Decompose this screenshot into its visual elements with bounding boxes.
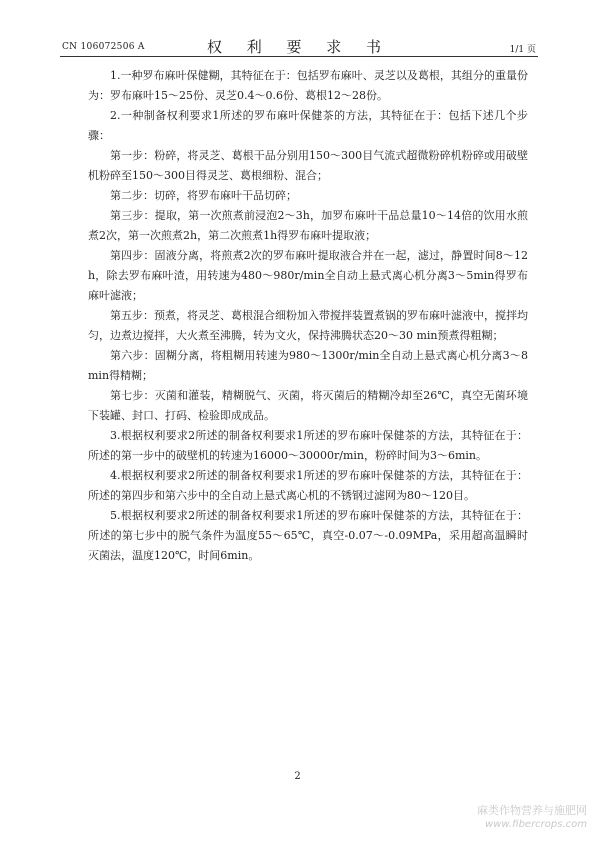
watermark-site-name: 麻类作物营养与施肥网	[477, 804, 587, 817]
claim-4: 4.根据权利要求2所述的制备权利要求1所述的罗布麻叶保健茶的方法，其特征在于：所述的第四步和第六步中的全自动上悬式离心机的不锈钢过滤网为80～120目。	[88, 469, 528, 502]
page-indicator: 1/1 页	[509, 45, 536, 55]
step-1: 第一步：粉碎，将灵芝、葛根干品分别用150～300目气流式超微粉碎机粉碎或用破壁机粉碎至150～300目得灵芝、葛根细粉、混合；	[88, 149, 528, 182]
step-2: 第二步：切碎，将罗布麻叶干品切碎；	[110, 189, 297, 202]
step-6: 第六步：固糊分离，将粗糊用转速为980～1300r/min全自动上悬式离心机分离3～8min得精糊；	[88, 349, 528, 382]
page-header	[60, 34, 538, 57]
watermark-url: www.fibercrops.com	[485, 819, 587, 830]
step-5: 第五步：预煮，将灵芝、葛根混合细粉加入带搅拌装置煮锅的罗布麻叶滤液中，搅拌均匀，边煮边搅拌，大火煮至沸腾，转为文火，保持沸腾状态20～30 min预煮得粗糊；	[88, 309, 528, 342]
claims-body	[88, 66, 528, 566]
publication-number: CN 106072506 A	[62, 42, 145, 52]
claim-2: 2.一种制备权利要求1所述的罗布麻叶保健茶的方法，其特征在于：包括下述几个步骤：	[88, 109, 528, 142]
page-title: 权 利 要 求 书	[206, 38, 392, 56]
step-7: 第七步：灭菌和灌装，精糊脱气、灭菌，将灭菌后的精糊冷却至26℃，真空无菌环境下装罐、封口、打码、检验即成成品。	[88, 389, 528, 422]
site-watermark	[477, 804, 587, 831]
page-number: 2	[294, 771, 301, 782]
step-3: 第三步：提取，第一次煎煮前浸泡2～3h，加罗布麻叶干品总量10～14倍的饮用水煎煮2次，第一次煎煮2h，第二次煎煮1h得罗布麻叶提取液；	[88, 209, 528, 242]
step-4: 第四步：固液分离，将煎煮2次的罗布麻叶提取液合并在一起，滤过，静置时间8～12h，除去罗布麻叶渣，用转速为480～980r/min全自动上悬式离心机分离3～5min得罗布麻叶滤液；	[88, 249, 528, 302]
claim-5: 5.根据权利要求2所述的制备权利要求1所述的罗布麻叶保健茶的方法，其特征在于：所述的第七步中的脱气条件为温度55～65℃，真空-0.07～-0.09MPa，采用超高温瞬时灭菌法，温度120℃，时间6min。	[88, 509, 528, 562]
claim-3: 3.根据权利要求2所述的制备权利要求1所述的罗布麻叶保健茶的方法，其特征在于：所述的第一步中的破壁机的转速为16000～30000r/min，粉碎时间为3～6min。	[88, 429, 528, 462]
claim-1: 1.一种罗布麻叶保健糊，其特征在于：包括罗布麻叶、灵芝以及葛根，其组分的重量份为：罗布麻叶15～25份、灵芝0.4～0.6份、葛根12～28份。	[88, 69, 528, 102]
